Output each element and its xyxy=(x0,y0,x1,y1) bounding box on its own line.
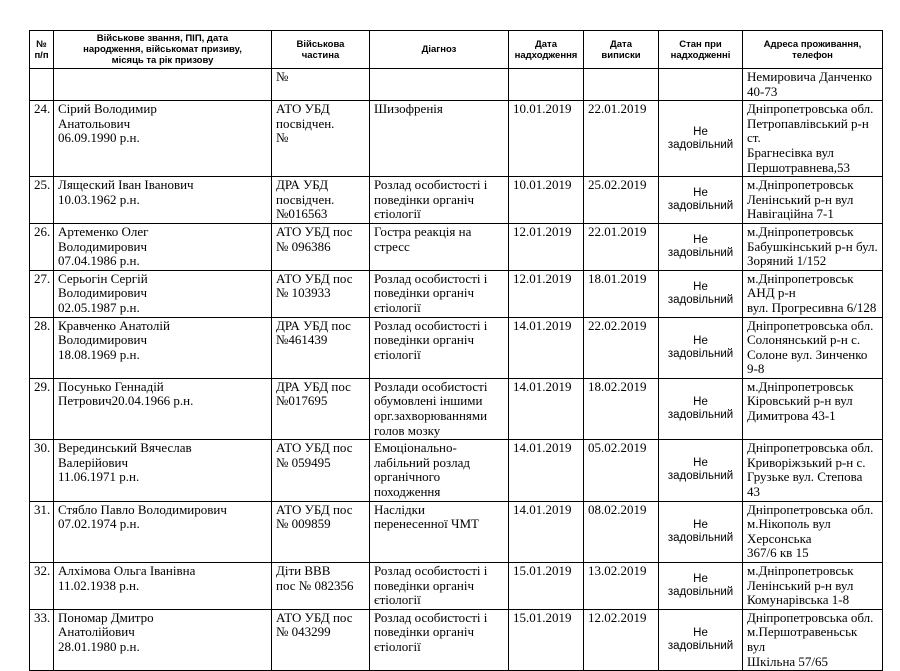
cell-state: Не задовільний xyxy=(659,440,743,501)
cell-num: 33. xyxy=(30,609,54,670)
document-page xyxy=(29,30,882,671)
cell-address: Дніпропетровська обл. Петропавлівський р-н ст. Брагнесівка вул Першотравнева,53 xyxy=(743,101,883,177)
cell-address: Дніпропетровська обл. Солонянський р-н с. Солоне вул. Зинченко 9-8 xyxy=(743,317,883,378)
cell-unit: АТО УБД пос № 096386 xyxy=(272,223,370,270)
cell-state xyxy=(659,69,743,101)
header-address: Адреса проживання, телефон xyxy=(743,31,883,69)
cell-unit: АТО УБД пос № 103933 xyxy=(272,270,370,317)
table-row xyxy=(30,609,883,670)
cell-state: Не задовільний xyxy=(659,317,743,378)
cell-state: Не задовільний xyxy=(659,501,743,562)
cell-num: 27. xyxy=(30,270,54,317)
cell-unit: АТО УБД посвідчен. № xyxy=(272,101,370,177)
cell-num: 28. xyxy=(30,317,54,378)
header-discharged: Дата виписки xyxy=(584,31,659,69)
table-row xyxy=(30,223,883,270)
header-unit: Військова частина xyxy=(272,31,370,69)
cell-name: Стябло Павло Володимирович 07.02.1974 р.н. xyxy=(54,501,272,562)
cell-admitted: 12.01.2019 xyxy=(509,270,584,317)
table-header xyxy=(30,31,883,69)
cell-diagnosis: Шизофренія xyxy=(370,101,509,177)
cell-address: Дніпропетровська обл. Криворіжзький р-н с. Грузьке вул. Степова 43 xyxy=(743,440,883,501)
cell-discharged: 22.01.2019 xyxy=(584,101,659,177)
cell-unit: № xyxy=(272,69,370,101)
cell-unit: ДРА УБД пос №017695 xyxy=(272,378,370,439)
cell-admitted: 14.01.2019 xyxy=(509,501,584,562)
cell-state: Не задовільний xyxy=(659,378,743,439)
cell-admitted: 15.01.2019 xyxy=(509,563,584,610)
cell-discharged: 18.02.2019 xyxy=(584,378,659,439)
header-admitted: Дата надходження xyxy=(509,31,584,69)
table-body xyxy=(30,69,883,671)
cell-name: Посунько Геннадій Петрович20.04.1966 р.н. xyxy=(54,378,272,439)
cell-unit: Діти ВВВ пос № 082356 xyxy=(272,563,370,610)
cell-address: м.Дніпропетровськ Ленінський р-н вул Комунарівська 1-8 xyxy=(743,563,883,610)
cell-admitted xyxy=(509,69,584,101)
cell-admitted: 14.01.2019 xyxy=(509,378,584,439)
table-row xyxy=(30,317,883,378)
cell-num xyxy=(30,69,54,101)
cell-name: Сірий Володимир Анатольович 06.09.1990 р.н. xyxy=(54,101,272,177)
header-name: Військове звання, ПІП, дата народження, військомат призиву, місяць та рік призову xyxy=(54,31,272,69)
cell-discharged: 08.02.2019 xyxy=(584,501,659,562)
cell-diagnosis: Розлад особистості і поведінки органіч єтіології xyxy=(370,270,509,317)
cell-unit: ДРА УБД посвідчен. №016563 xyxy=(272,177,370,224)
cell-address: м.Дніпропетровськ Бабушкінський р-н бул. Зоряний 1/152 xyxy=(743,223,883,270)
cell-state: Не задовільний xyxy=(659,270,743,317)
header-state: Стан при надходженні xyxy=(659,31,743,69)
header-diagnosis: Діагноз xyxy=(370,31,509,69)
cell-num: 26. xyxy=(30,223,54,270)
cell-unit: АТО УБД пос № 043299 xyxy=(272,609,370,670)
cell-admitted: 10.01.2019 xyxy=(509,101,584,177)
cell-admitted: 14.01.2019 xyxy=(509,317,584,378)
table-row xyxy=(30,101,883,177)
cell-discharged xyxy=(584,69,659,101)
cell-name: Артеменко Олег Володимирович 07.04.1986 р.н. xyxy=(54,223,272,270)
cell-num: 31. xyxy=(30,501,54,562)
cell-discharged: 12.02.2019 xyxy=(584,609,659,670)
continuation-row xyxy=(30,69,883,101)
table-row xyxy=(30,177,883,224)
cell-address: Дніпропетровська обл. м.Нікополь вул Херсонська 367/6 кв 15 xyxy=(743,501,883,562)
table-row xyxy=(30,378,883,439)
cell-address: м.Дніпропетровськ АНД р-н вул. Прогресивна 6/128 xyxy=(743,270,883,317)
cell-unit: АТО УБД пос № 009859 xyxy=(272,501,370,562)
header-num: № п/п xyxy=(30,31,54,69)
cell-state: Не задовільний xyxy=(659,101,743,177)
cell-state: Не задовільний xyxy=(659,223,743,270)
cell-admitted: 12.01.2019 xyxy=(509,223,584,270)
table-row xyxy=(30,440,883,501)
cell-discharged: 22.01.2019 xyxy=(584,223,659,270)
cell-num: 32. xyxy=(30,563,54,610)
cell-address: Дніпропетровська обл. м.Першотравеньськ вул Шкільна 57/65 xyxy=(743,609,883,670)
cell-diagnosis: Розлад особистості і поведінки органіч єтіології xyxy=(370,563,509,610)
cell-diagnosis xyxy=(370,69,509,101)
cell-discharged: 13.02.2019 xyxy=(584,563,659,610)
cell-address: м.Дніпропетровськ Ленінський р-н вул Навігаційна 7-1 xyxy=(743,177,883,224)
patients-table xyxy=(29,30,883,671)
cell-diagnosis: Розлади особистості обумовлені іншими орг.захворюваннями голов мозку xyxy=(370,378,509,439)
cell-num: 24. xyxy=(30,101,54,177)
cell-address: Немировича Данченко 40-73 xyxy=(743,69,883,101)
cell-name: Алхімова Ольга Іванівна 11.02.1938 р.н. xyxy=(54,563,272,610)
cell-name xyxy=(54,69,272,101)
cell-diagnosis: Розлад особистості і поведінки органіч єтіології xyxy=(370,177,509,224)
table-row xyxy=(30,563,883,610)
table-row xyxy=(30,270,883,317)
cell-name: Лящеский Іван Іванович 10.03.1962 р.н. xyxy=(54,177,272,224)
cell-name: Веpединський Вячеслав Валерійович 11.06.1971 р.н. xyxy=(54,440,272,501)
cell-admitted: 10.01.2019 xyxy=(509,177,584,224)
cell-name: Кравченко Анатолій Володимирович 18.08.1969 р.н. xyxy=(54,317,272,378)
cell-num: 29. xyxy=(30,378,54,439)
cell-discharged: 05.02.2019 xyxy=(584,440,659,501)
table-row xyxy=(30,501,883,562)
cell-name: Пономар Дмитро Анатолійович 28.01.1980 р.н. xyxy=(54,609,272,670)
cell-unit: АТО УБД пос № 059495 xyxy=(272,440,370,501)
cell-discharged: 25.02.2019 xyxy=(584,177,659,224)
header-row xyxy=(30,31,883,69)
cell-discharged: 22.02.2019 xyxy=(584,317,659,378)
cell-name: Серьогін Сергій Володимирович 02.05.1987 р.н. xyxy=(54,270,272,317)
cell-address: м.Дніпропетровськ Кіровський р-н вул Димитрова 43-1 xyxy=(743,378,883,439)
cell-diagnosis: Гостра реакція на стресс xyxy=(370,223,509,270)
cell-admitted: 14.01.2019 xyxy=(509,440,584,501)
cell-state: Не задовільний xyxy=(659,609,743,670)
cell-state: Не задовільний xyxy=(659,563,743,610)
cell-num: 25. xyxy=(30,177,54,224)
cell-diagnosis: Наслідки перенесенної ЧМТ xyxy=(370,501,509,562)
cell-diagnosis: Емоціонально- лабільний розлад органічного походження xyxy=(370,440,509,501)
cell-admitted: 15.01.2019 xyxy=(509,609,584,670)
cell-unit: ДРА УБД пос №461439 xyxy=(272,317,370,378)
cell-state: Не задовільний xyxy=(659,177,743,224)
cell-discharged: 18.01.2019 xyxy=(584,270,659,317)
cell-diagnosis: Розлад особистості і поведінки органіч єтіології xyxy=(370,609,509,670)
cell-num: 30. xyxy=(30,440,54,501)
cell-diagnosis: Розлад особистості і поведінки органіч єтіології xyxy=(370,317,509,378)
